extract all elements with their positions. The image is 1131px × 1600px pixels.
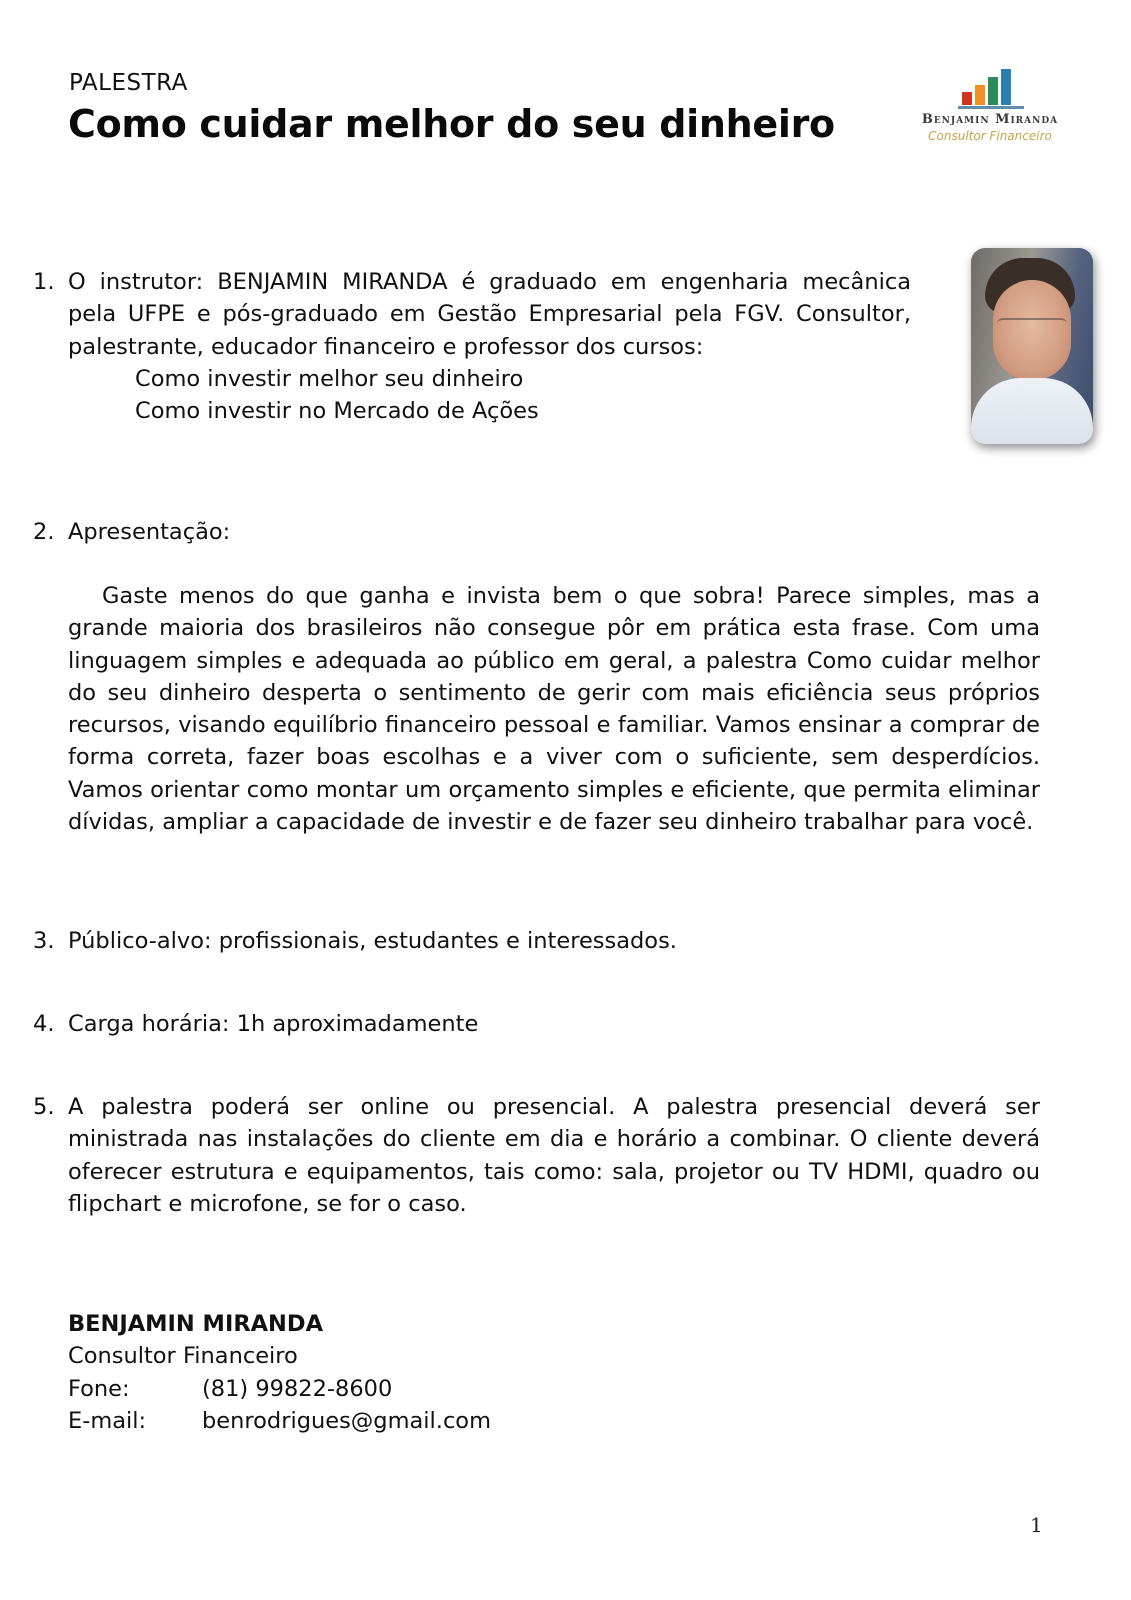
audience-text: Público-alvo: profissionais, estudantes e interessados.	[68, 928, 677, 954]
logo-bar-3	[988, 77, 998, 105]
phone-value[interactable]: (81) 99822-8600	[202, 1375, 393, 1402]
instructor-photo	[971, 248, 1093, 444]
instructor-bio: O instrutor: BENJAMIN MIRANDA é graduado em engenharia mecânica pela UFPE e pós-graduado em Gestão Empresarial pela FGV. Consultor, palestrante, educador financeiro e professor dos cursos:	[68, 269, 911, 360]
photo-shirt	[971, 378, 1093, 444]
signature-block	[68, 1308, 491, 1437]
section-number: 5.	[33, 1094, 55, 1120]
photo-glasses	[997, 318, 1067, 334]
section-number: 2.	[33, 519, 55, 545]
page-number: 1	[1030, 1513, 1043, 1537]
presentation-paragraph	[68, 580, 1040, 838]
email-row	[68, 1405, 491, 1437]
course-item: Como investir melhor seu dinheiro	[135, 365, 524, 392]
email-label: E-mail:	[68, 1407, 147, 1434]
document-kicker: PALESTRA	[69, 70, 188, 96]
section-heading: Apresentação:	[68, 519, 231, 545]
logo-bar-2	[975, 85, 985, 105]
document-title: Como cuidar melhor do seu dinheiro	[68, 102, 835, 146]
signature-role: Consultor Financeiro	[68, 1343, 298, 1370]
section-number: 3.	[33, 928, 55, 954]
email-link[interactable]: benrodrigues@gmail.com	[202, 1407, 491, 1434]
logo-bar-1	[962, 92, 972, 105]
phone-row	[68, 1373, 491, 1405]
brand-logo	[900, 66, 1080, 151]
logo-baseline	[958, 106, 1024, 109]
section-number: 1.	[33, 269, 55, 295]
signature-name: BENJAMIN MIRANDA	[68, 1311, 323, 1337]
course-item: Como investir no Mercado de Ações	[135, 398, 539, 425]
logo-subtitle: Consultor Financeiro	[928, 129, 1052, 143]
presentation-text: Gaste menos do que ganha e invista bem o que sobra! Parece simples, mas a grande maioria dos brasileiros não consegue pôr em prática esta frase. Com uma linguagem simples e adequada ao público em geral, a palestra Como cuidar melhor do seu dinheiro desperta o sentimento de gerir com mais eficiência seus próprios recursos, visando equilíbrio financeiro pessoal e familiar. Vamos ensinar a comprar de forma correta, fazer boas escolhas e a viver com o suficiente, sem desperdícios. Vamos orientar como montar um orçamento simples e eficiente, que permita eliminar dívidas, ampliar a capacidade de investir e de fazer seu dinheiro trabalhar para você.	[68, 583, 1040, 836]
section-body	[68, 266, 911, 427]
section-number: 4.	[33, 1011, 55, 1037]
format-text: A palestra poderá ser online ou presencial. A palestra presencial deverá ser ministrada nas instalações do cliente em dia e horário a combinar. O cliente deverá oferecer estrutura e equipamentos, tais como: sala, projetor ou TV HDMI, quadro ou flipchart e microfone, se for o caso.	[68, 1094, 1040, 1217]
duration-text: Carga horária: 1h aproximadamente	[68, 1011, 479, 1037]
bar-chart-logo-icon	[962, 69, 1020, 109]
logo-bar-4	[1001, 69, 1011, 105]
phone-label: Fone:	[68, 1375, 130, 1402]
logo-name: Benjamin Miranda	[921, 112, 1059, 127]
